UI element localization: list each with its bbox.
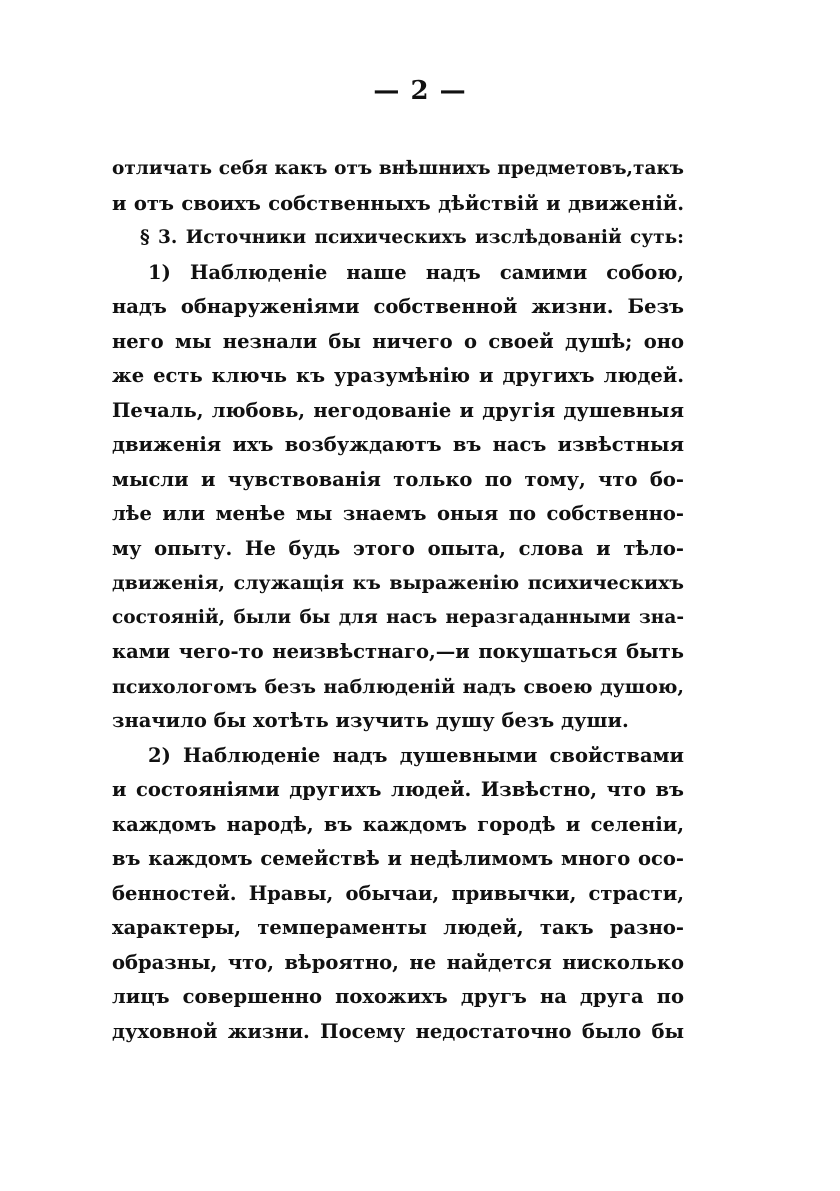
text-line: мысли и чувствованія только по тому, что бо- bbox=[112, 467, 684, 491]
text-line: движенія ихъ возбуждаютъ въ насъ извѣстныя bbox=[112, 433, 684, 456]
text-line: бенностей. Нравы, обычаи, привычки, страсти, bbox=[112, 881, 684, 905]
section-heading: § 3. Источники психическихъ изслѣдованій суть: bbox=[140, 227, 684, 248]
text-line: 1) Наблюденіе нашe надъ самими собою, bbox=[148, 260, 684, 284]
text-line: него мы незнали бы ничего о своей душѣ; оно bbox=[112, 329, 684, 353]
text-line: психологомъ безъ наблюденій надъ своею душою, bbox=[112, 675, 684, 698]
text-line: ками чего-то неизвѣстнаго,—и покушаться быть bbox=[112, 640, 684, 663]
text-line: каждомъ народѣ, въ каждомъ городѣ и селеніи, bbox=[112, 812, 684, 836]
text-line: въ каждомъ семействѣ и недѣлимомъ много осо- bbox=[112, 847, 684, 870]
page-number: — 2 — bbox=[373, 76, 467, 106]
text-line: характеры, темпераменты людей, такъ разно- bbox=[112, 916, 684, 939]
text-line: му опыту. Не будь этого опыта, слова и тѣло- bbox=[112, 536, 684, 560]
text-line: движенія, служащія къ выраженію психическихъ bbox=[112, 572, 684, 594]
text-line: духовной жизни. Посему недостаточно было бы bbox=[112, 1019, 684, 1043]
text-line: образны, что, вѣроятно, не найдется нисколько bbox=[112, 950, 684, 974]
text-line: лицъ совершенно похожихъ другъ на друга по bbox=[112, 985, 684, 1008]
text-line: отличать себя какъ отъ внѣшнихъ предметовъ,такъ bbox=[112, 158, 684, 179]
text-line: надъ обнаруженіями собственной жизни. Безъ bbox=[112, 295, 684, 318]
text-line: значило бы хотѣть изучить душу безъ души. bbox=[112, 709, 629, 732]
text-line: лѣе или менѣе мы знаемъ оныя по собственно- bbox=[112, 502, 684, 525]
body-text bbox=[112, 152, 684, 1049]
text-line: 2) Наблюденіе надъ душевными свойствами bbox=[148, 743, 684, 767]
text-line: и отъ своихъ собственныхъ дѣйствій и движеній. bbox=[112, 191, 684, 215]
text-line: состояній, были бы для насъ неразгаданными зна- bbox=[112, 606, 684, 628]
text-line: же есть ключь къ уразумѣнію и другихъ людей. bbox=[112, 364, 684, 387]
text-line: и состояніями другихъ людей. Извѣстно, что въ bbox=[112, 778, 684, 801]
text-line: Печаль, любовь, негодованіе и другія душевныя bbox=[112, 398, 684, 422]
